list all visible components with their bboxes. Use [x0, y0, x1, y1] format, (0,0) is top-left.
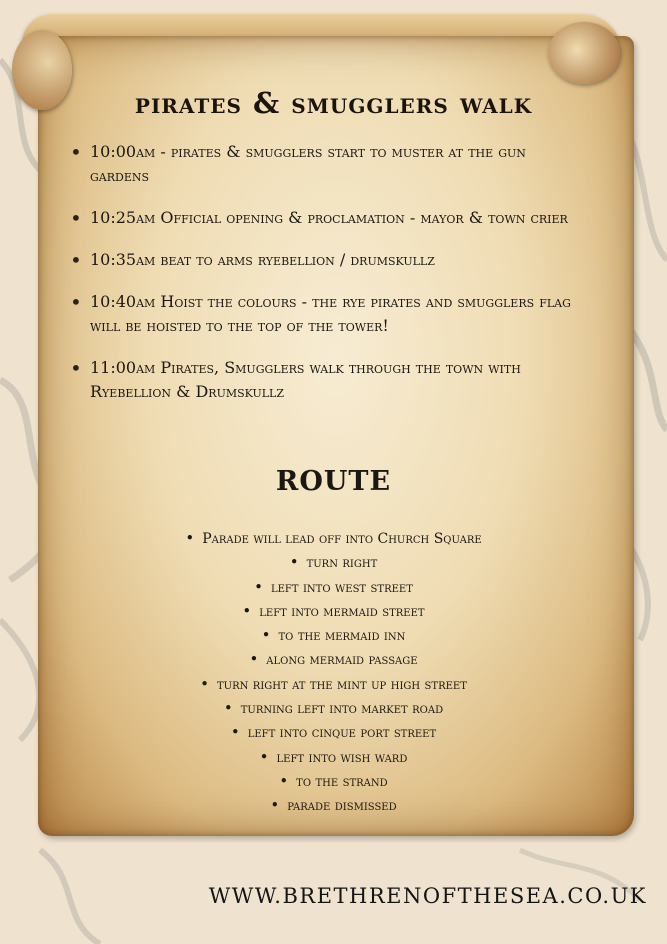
bullet-icon: •: [261, 626, 271, 645]
bullet-icon: •: [223, 699, 233, 718]
route-step: [0, 647, 667, 671]
schedule-item: • 10:40am Hoist the colours - the rye pirates and smugglers flag will be hoisted to the top of the tower!: [64, 290, 584, 338]
bullet-icon: •: [279, 771, 289, 790]
route-list: [0, 526, 667, 818]
route-step: [0, 672, 667, 696]
route-step: [0, 550, 667, 574]
route-step: [0, 623, 667, 647]
route-step: [0, 599, 667, 623]
bullet-icon: •: [259, 747, 269, 766]
bullet-icon: •: [289, 553, 299, 572]
bullet-icon: •: [242, 601, 252, 620]
bullet-icon: •: [249, 650, 259, 669]
route-step-label: left into wish ward: [276, 749, 408, 766]
route-step-label: to the mermaid inn: [278, 628, 406, 645]
route-step: [0, 526, 667, 550]
route-step: [0, 575, 667, 599]
bullet-icon: •: [185, 529, 195, 547]
route-step-label: turn right at the mint up high street: [216, 676, 467, 693]
route-step-label: to the strand: [296, 773, 388, 790]
route-step-label: left into mermaid street: [259, 603, 425, 620]
route-step-label: turning left into market road: [240, 701, 444, 718]
schedule-item: • 10:35am beat to arms ryebellion / drumskullz: [64, 248, 584, 272]
bullet-icon: •: [200, 674, 209, 693]
route-step-label: along mermaid passage: [266, 652, 418, 669]
poster-title: pirates & smugglers walk: [134, 86, 533, 120]
route-step-label: turn right: [306, 555, 378, 572]
schedule-list: [64, 140, 584, 404]
website-link[interactable]: WWW.BRETHRENOFTHESEA.CO.UK: [208, 884, 647, 908]
bullet-icon: •: [254, 577, 263, 596]
route-step-label: left into cinque port street: [247, 725, 437, 742]
route-step: [0, 793, 667, 817]
bullet-icon: •: [230, 723, 240, 742]
route-step: [0, 720, 667, 744]
route-step: [0, 696, 667, 720]
route-step-label: Parade will lead off into Church Square: [202, 531, 482, 547]
route-step-label: left into west street: [270, 579, 413, 596]
route-step: [0, 745, 667, 769]
schedule-item: • 11:00am Pirates, Smugglers walk through the town with Ryebellion & Drumskullz: [64, 356, 584, 404]
route-step: [0, 769, 667, 793]
schedule-item: • 10:00am - pirates & smugglers start to muster at the gun gardens: [64, 140, 584, 188]
route-step-label: parade dismissed: [287, 798, 397, 815]
bullet-icon: •: [270, 796, 280, 815]
route-heading: ROUTE: [275, 466, 392, 497]
schedule-item: • 10:25am Official opening & proclamation - mayor & town crier: [64, 206, 584, 230]
